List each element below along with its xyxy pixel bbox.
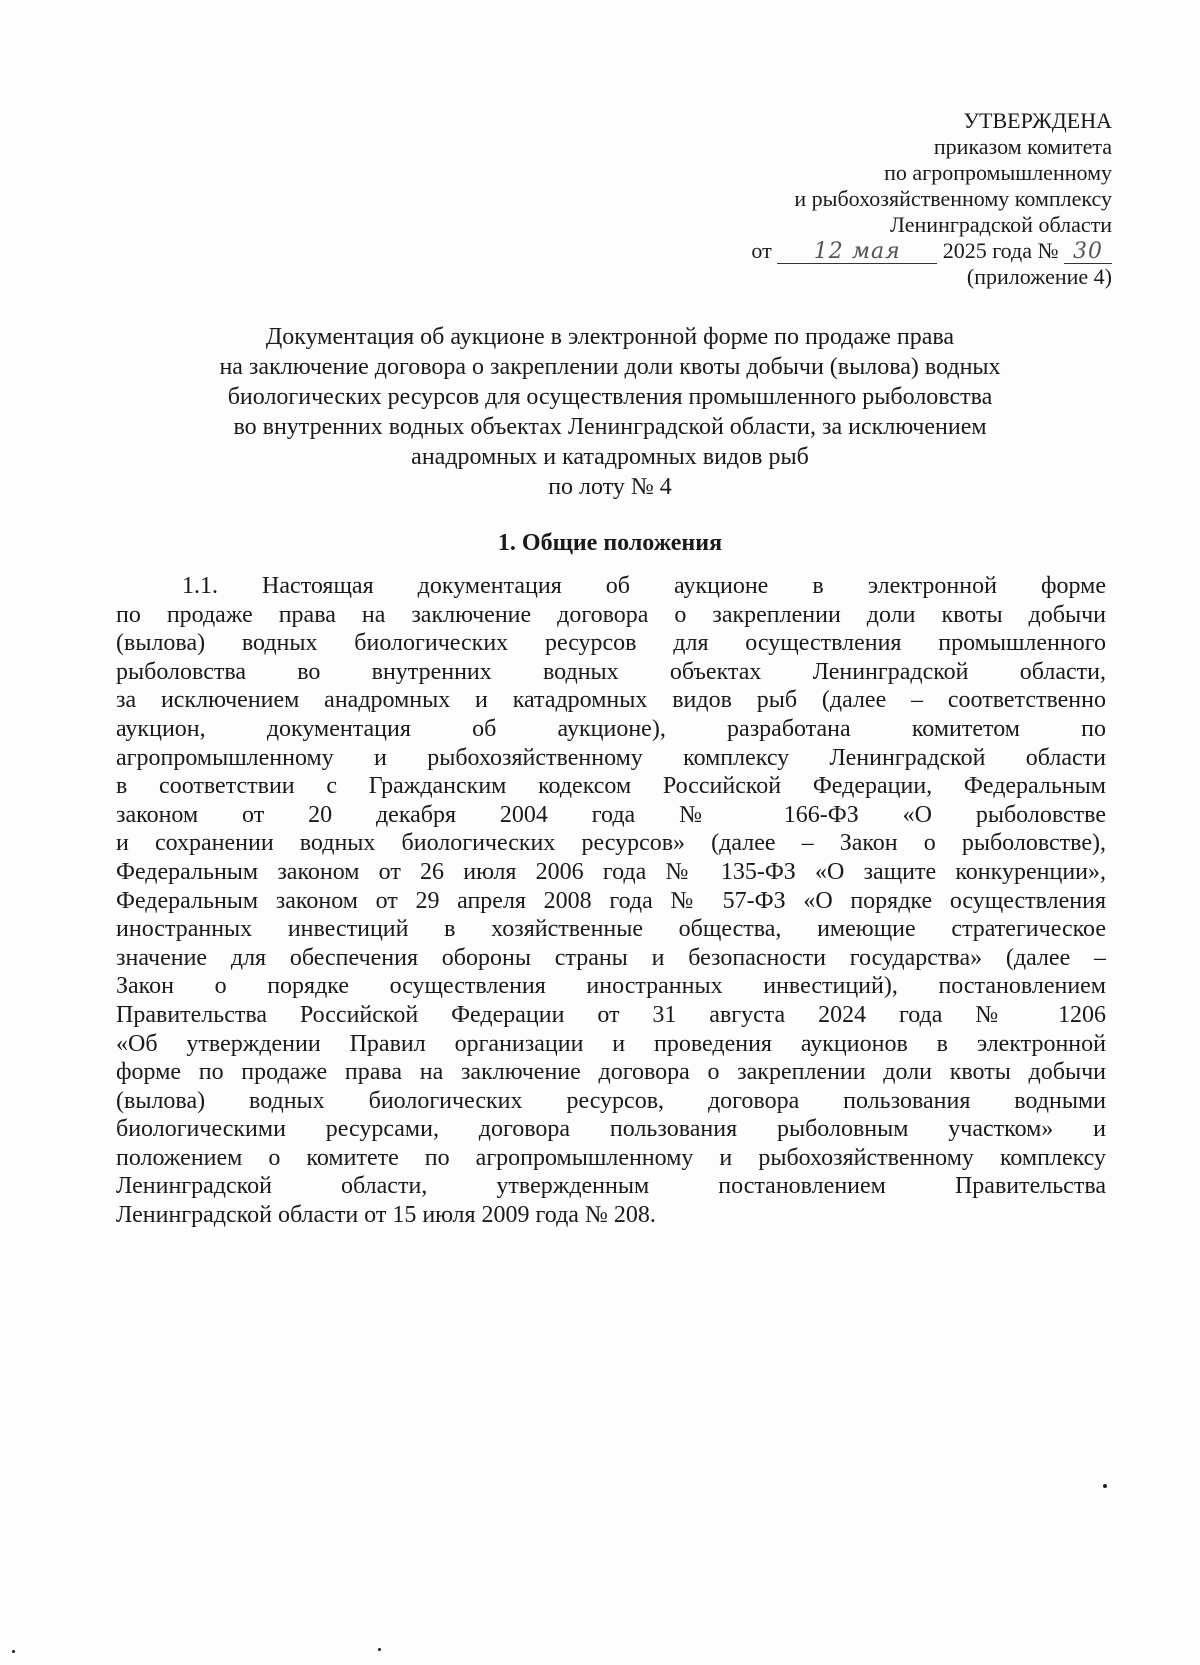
paragraph-line: и сохранении водных биологических ресурсов» (далее – Закон о рыболовстве),: [116, 830, 1106, 857]
scan-speck: [1103, 1484, 1107, 1488]
paragraph-line: законом от 20 декабря 2004 года № 166-ФЗ «О рыболовстве: [116, 801, 1106, 828]
section-heading: 1. Общие положения: [497, 530, 723, 556]
paragraph-line: Правительства Российской Федерации от 31 августа 2024 года № 1206: [116, 1001, 1106, 1028]
title-line: анадромных и катадромных видов рыб: [411, 444, 809, 470]
paragraph-line: «Об утверждении Правил организации и проведения аукционов в электронной: [116, 1030, 1106, 1057]
paragraph-line: положением о комитете по агропромышленному и рыбохозяйственному комплексу: [116, 1144, 1106, 1171]
appendix-note: (приложение 4): [966, 264, 1112, 289]
paragraph-line: (вылова) водных биологических ресурсов для осуществления промышленного: [116, 630, 1106, 657]
paragraph-line: Федеральным законом от 29 апреля 2008 года № 57-ФЗ «О порядке осуществления: [116, 887, 1106, 914]
paragraph-line: в соответствии с Гражданским кодексом Российской Федерации, Федеральным: [116, 773, 1106, 800]
paragraph-line: иностранных инвестиций в хозяйственные общества, имеющие стратегическое: [116, 916, 1106, 943]
approval-line: Ленинградской области: [890, 212, 1112, 237]
title-line: биологических ресурсов для осуществления промышленного рыболовства: [227, 384, 993, 410]
section-paragraph: [116, 572, 1106, 1230]
year-text: 2025 года №: [942, 238, 1059, 263]
scan-speck: [378, 1648, 381, 1651]
approval-line: и рыбохозяйственному комплексу: [794, 186, 1112, 211]
approval-heading: УТВЕРЖДЕНА: [963, 108, 1112, 133]
paragraph-line: биологическими ресурсами, договора пользования рыболовным участком» и: [116, 1116, 1106, 1143]
approval-block: [751, 108, 1112, 290]
title-line: Документация об аукционе в электронной форме по продаже права: [265, 324, 955, 350]
paragraph-line: Федеральным законом от 26 июля 2006 года № 135-ФЗ «О защите конкуренции»,: [116, 858, 1106, 885]
date-prefix: от: [751, 238, 772, 263]
paragraph-line: 1.1. Настоящая документация об аукционе в электронной форме: [182, 573, 1106, 599]
paragraph-line: агропромышленному и рыбохозяйственному комплексу Ленинградской области: [116, 744, 1106, 771]
scan-speck: [12, 1650, 15, 1653]
paragraph-line: рыболовства во внутренних водных объектах Ленинградской области,: [116, 658, 1106, 685]
paragraph-line: Ленинградской области от 15 июля 2009 года № 208.: [116, 1202, 656, 1229]
document-title: [120, 322, 1100, 502]
paragraph-line: значение для обеспечения обороны страны и безопасности государства» (далее –: [116, 944, 1106, 971]
title-line: на заключение договора о закреплении доли квоты добычи (вылова) водных: [219, 354, 1001, 380]
paragraph-line: Ленинградской области, утвержденным постановлением Правительства: [116, 1173, 1106, 1200]
paragraph-line: за исключением анадромных и катадромных видов рыб (далее – соответственно: [116, 687, 1106, 714]
title-line: по лоту № 4: [548, 474, 672, 500]
handwritten-number: 30: [1064, 241, 1112, 264]
paragraph-line: по продаже права на заключение договора о закреплении доли квоты добычи: [116, 601, 1106, 628]
title-line: во внутренних водных объектах Ленинградской области, за исключением: [233, 414, 987, 440]
approval-line: приказом комитета: [933, 134, 1112, 159]
paragraph-line: Закон о порядке осуществления иностранных инвестиций), постановлением: [116, 973, 1106, 1000]
paragraph-line: (вылова) водных биологических ресурсов, договора пользования водными: [116, 1087, 1106, 1114]
approval-date-line: [751, 238, 1112, 264]
paragraph-line: форме по продаже права на заключение договора о закреплении доли квоты добычи: [116, 1059, 1106, 1086]
approval-line: по агропромышленному: [884, 160, 1112, 185]
paragraph-line: аукцион, документация об аукционе), разработана комитетом по: [116, 715, 1106, 742]
handwritten-date: 12 мая: [777, 241, 937, 264]
